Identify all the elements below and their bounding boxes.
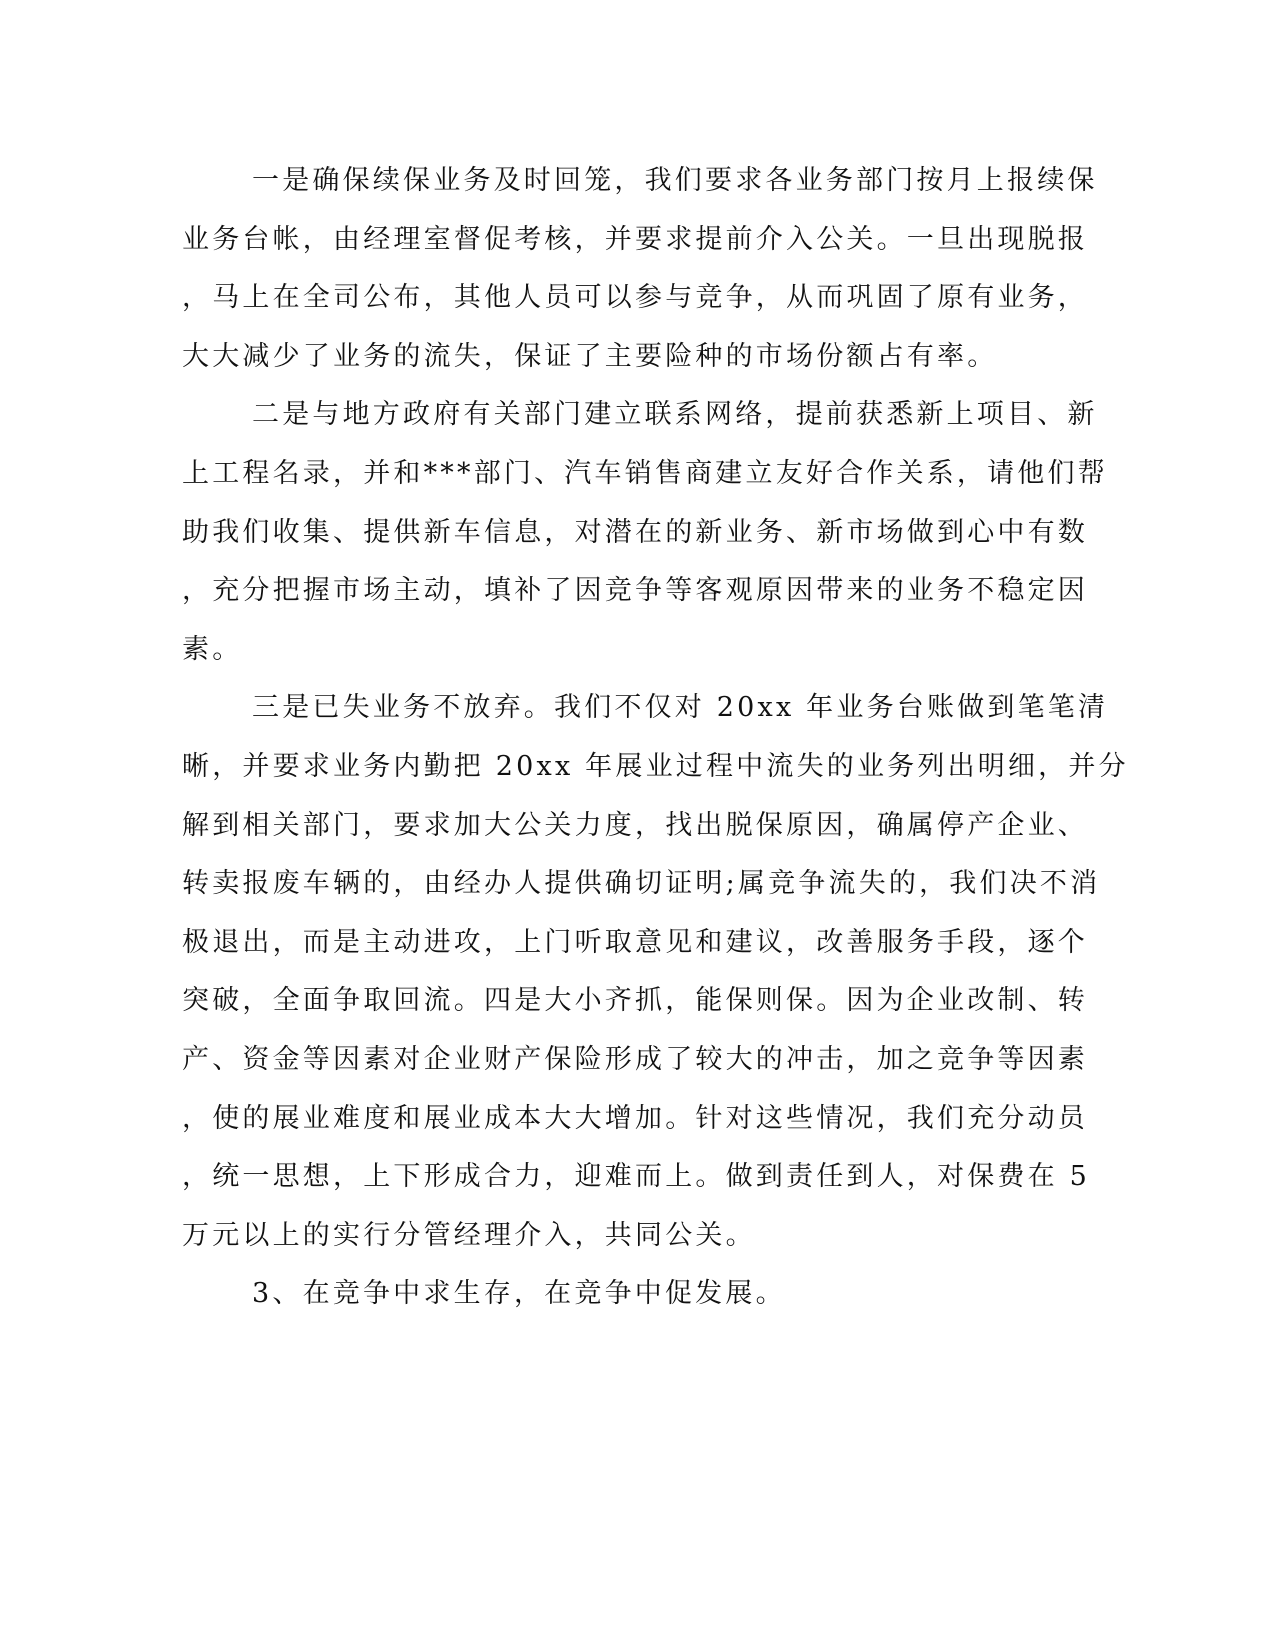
paragraph-government-network <box>182 386 1108 679</box>
text-line: 一是确保续保业务及时回笼，我们要求各业务部门按月上报续保 <box>252 165 1098 196</box>
text-line: 二是与地方政府有关部门建立联系网络，提前获悉新上项目、新 <box>252 399 1098 431</box>
paragraph-section-heading <box>182 1265 1032 1324</box>
text-line: 突破，全面争取回流。四是大小齐抓，能保则保。因为企业改制、转 <box>182 985 1088 1017</box>
paragraph-renewal-business <box>182 152 1098 386</box>
text-line: 业务台帐，由经理室督促考核，并要求提前介入公关。一旦出现脱报 <box>182 223 1088 255</box>
text-line: 助我们收集、提供新车信息，对潜在的新业务、新市场做到心中有数 <box>182 516 1088 548</box>
text-line: 产、资金等因素对企业财产保险形成了较大的冲击，加之竞争等因素 <box>182 1043 1088 1075</box>
text-line: ，马上在全司公布，其他人员可以参与竞争，从而巩固了原有业务， <box>182 282 1088 314</box>
text-line: 三是已失业务不放弃。我们不仅对 20xx 年业务台账做到笔笔清 <box>252 692 1109 724</box>
text-line: 极退出，而是主动进攻，上门听取意见和建议，改善服务手段，逐个 <box>182 926 1088 958</box>
text-line: ，充分把握市场主动，填补了因竞争等客观原因带来的业务不稳定因 <box>182 575 1088 607</box>
text-line: 转卖报废车辆的，由经办人提供确切证明;属竞争流失的，我们决不消 <box>182 868 1101 900</box>
text-line: 素。 <box>182 633 243 665</box>
paragraph-lost-business <box>182 679 1129 1265</box>
text-line: ，使的展业难度和展业成本大大增加。针对这些情况，我们充分动员 <box>182 1102 1088 1134</box>
text-line: 大大减少了业务的流失，保证了主要险种的市场份额占有率。 <box>182 340 998 372</box>
text-line: 万元以上的实行分管经理介入，共同公关。 <box>182 1219 756 1251</box>
section-heading: 3、在竞争中求生存，在竞争中促发展。 <box>252 1278 786 1310</box>
document-body <box>182 152 1129 1324</box>
text-line: 上工程名录，并和***部门、汽车销售商建立友好合作关系，请他们帮 <box>182 457 1108 489</box>
text-line: ，统一思想，上下形成合力，迎难而上。做到责任到人，对保费在 5 <box>182 1161 1090 1193</box>
text-line: 解到相关部门，要求加大公关力度，找出脱保原因，确属停产企业、 <box>182 809 1088 841</box>
text-line: 晰，并要求业务内勤把 20xx 年展业过程中流失的业务列出明细，并分 <box>182 750 1129 782</box>
